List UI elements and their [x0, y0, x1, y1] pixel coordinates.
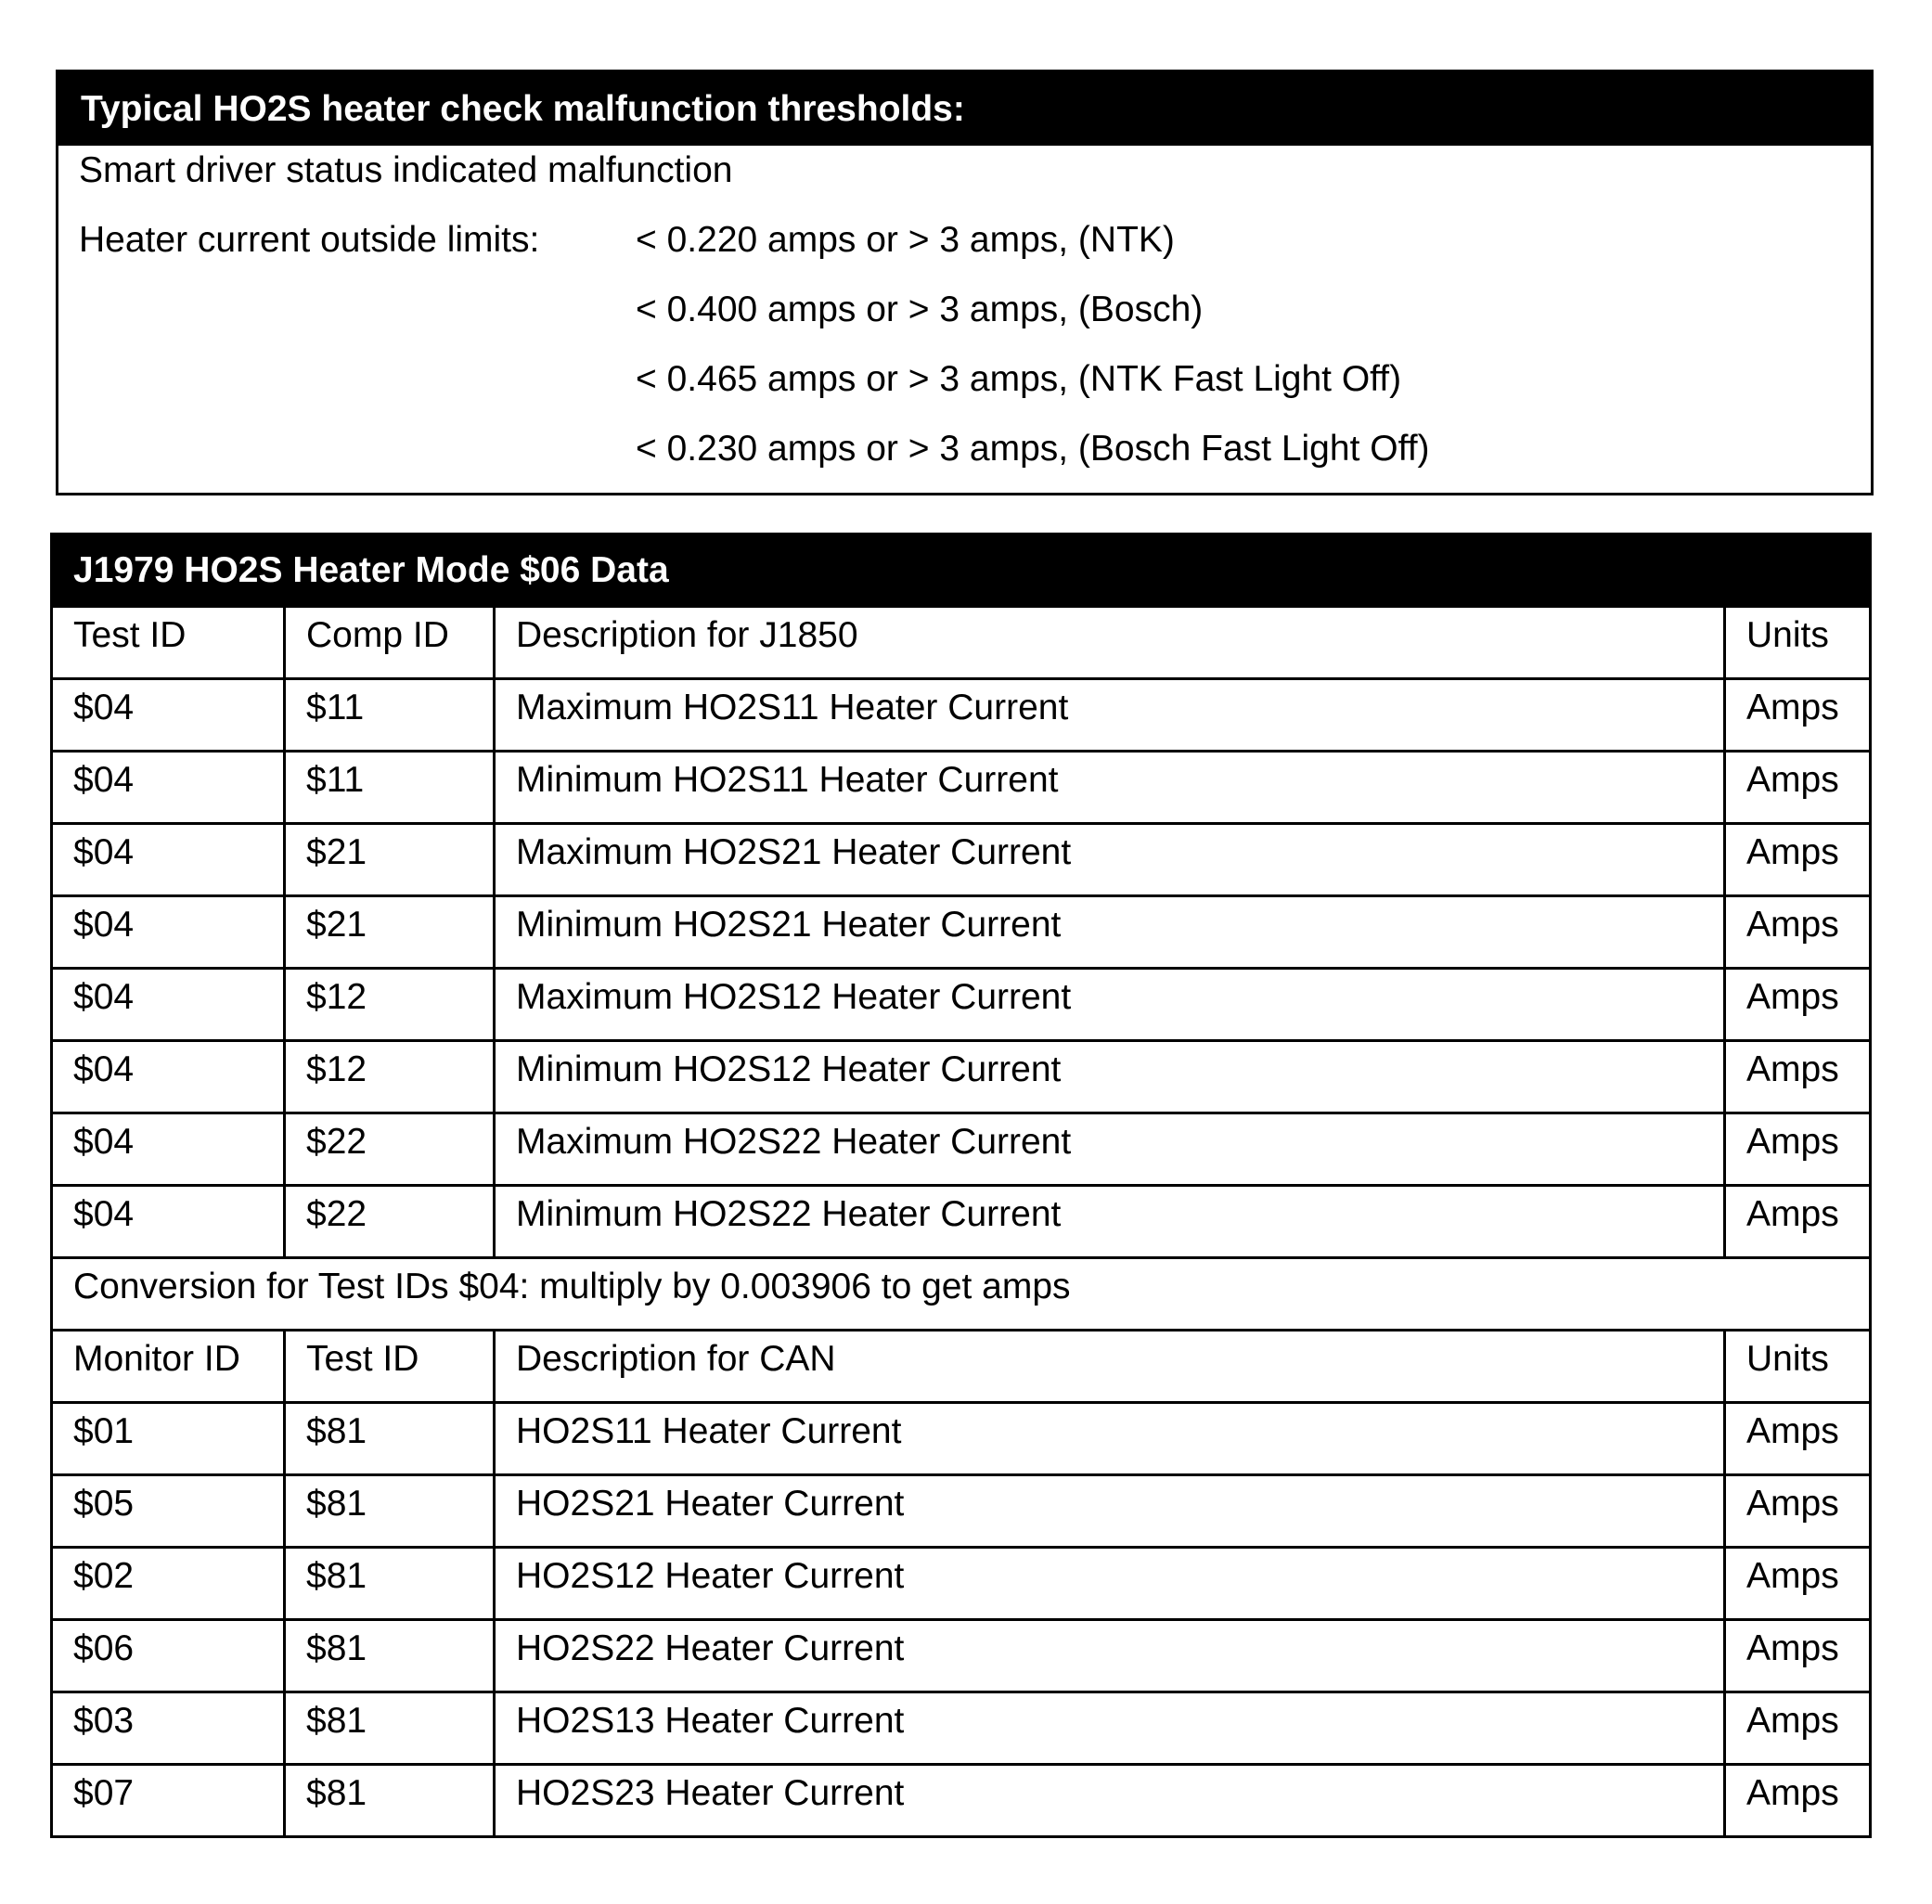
monitor-id-cell: $01: [52, 1403, 285, 1475]
conversion-note-row: [52, 1258, 1871, 1331]
test-id-cell: $04: [52, 969, 285, 1041]
table-row: [52, 1041, 1871, 1113]
description-cell: Maximum HO2S12 Heater Current: [495, 969, 1725, 1041]
description-cell: Minimum HO2S21 Heater Current: [495, 896, 1725, 969]
units-cell: Amps: [1725, 1765, 1871, 1837]
smart-driver-status-line: Smart driver status indicated malfunction: [79, 150, 733, 190]
comp-id-cell: $11: [285, 679, 495, 752]
comp-id-cell: $21: [285, 824, 495, 896]
table-row: [52, 1475, 1871, 1548]
comp-id-cell: $12: [285, 1041, 495, 1113]
thresholds-title: Typical HO2S heater check malfunction thresholds:: [58, 72, 1871, 146]
mode06-table: [50, 533, 1872, 1838]
header-units: Units: [1725, 1331, 1871, 1403]
thresholds-box: [56, 70, 1874, 495]
monitor-id-cell: $03: [52, 1692, 285, 1765]
description-cell: Maximum HO2S21 Heater Current: [495, 824, 1725, 896]
header-units: Units: [1725, 607, 1871, 679]
description-cell: HO2S12 Heater Current: [495, 1548, 1725, 1620]
test-id-cell: $81: [285, 1548, 495, 1620]
header-comp-id: Comp ID: [285, 607, 495, 679]
comp-id-cell: $12: [285, 969, 495, 1041]
test-id-cell: $04: [52, 896, 285, 969]
test-id-cell: $04: [52, 1041, 285, 1113]
limit-bosch: < 0.400 amps or > 3 amps, (Bosch): [636, 289, 1204, 329]
j1850-header-row: [52, 607, 1871, 679]
description-cell: Minimum HO2S22 Heater Current: [495, 1186, 1725, 1258]
description-cell: HO2S23 Heater Current: [495, 1765, 1725, 1837]
units-cell: Amps: [1725, 969, 1871, 1041]
monitor-id-cell: $07: [52, 1765, 285, 1837]
test-id-cell: $81: [285, 1692, 495, 1765]
header-description-can: Description for CAN: [495, 1331, 1725, 1403]
limit-bosch-fast-light-off: < 0.230 amps or > 3 amps, (Bosch Fast Light Off): [636, 429, 1430, 469]
units-cell: Amps: [1725, 679, 1871, 752]
table-row: [52, 752, 1871, 824]
table-row: [52, 1692, 1871, 1765]
table-row: [52, 1620, 1871, 1692]
comp-id-cell: $22: [285, 1113, 495, 1186]
description-cell: Minimum HO2S12 Heater Current: [495, 1041, 1725, 1113]
units-cell: Amps: [1725, 1548, 1871, 1620]
units-cell: Amps: [1725, 1692, 1871, 1765]
units-cell: Amps: [1725, 1186, 1871, 1258]
header-monitor-id: Monitor ID: [52, 1331, 285, 1403]
description-cell: HO2S21 Heater Current: [495, 1475, 1725, 1548]
units-cell: Amps: [1725, 1620, 1871, 1692]
units-cell: Amps: [1725, 1403, 1871, 1475]
table-row: [52, 969, 1871, 1041]
table-row: [52, 1548, 1871, 1620]
units-cell: Amps: [1725, 896, 1871, 969]
table-row: [52, 1403, 1871, 1475]
conversion-note: Conversion for Test IDs $04: multiply by 0.003906 to get amps: [52, 1258, 1871, 1331]
header-description-j1850: Description for J1850: [495, 607, 1725, 679]
units-cell: Amps: [1725, 752, 1871, 824]
description-cell: HO2S13 Heater Current: [495, 1692, 1725, 1765]
description-cell: Maximum HO2S11 Heater Current: [495, 679, 1725, 752]
units-cell: Amps: [1725, 824, 1871, 896]
comp-id-cell: $22: [285, 1186, 495, 1258]
comp-id-cell: $11: [285, 752, 495, 824]
monitor-id-cell: $06: [52, 1620, 285, 1692]
monitor-id-cell: $02: [52, 1548, 285, 1620]
units-cell: Amps: [1725, 1113, 1871, 1186]
header-test-id: Test ID: [52, 607, 285, 679]
mode06-title: J1979 HO2S Heater Mode $06 Data: [52, 534, 1871, 607]
description-cell: Maximum HO2S22 Heater Current: [495, 1113, 1725, 1186]
limit-ntk: < 0.220 amps or > 3 amps, (NTK): [636, 220, 1175, 260]
table-row: [52, 824, 1871, 896]
test-id-cell: $81: [285, 1403, 495, 1475]
description-cell: HO2S11 Heater Current: [495, 1403, 1725, 1475]
can-header-row: [52, 1331, 1871, 1403]
test-id-cell: $04: [52, 1113, 285, 1186]
test-id-cell: $04: [52, 679, 285, 752]
units-cell: Amps: [1725, 1041, 1871, 1113]
table-row: [52, 1765, 1871, 1837]
test-id-cell: $04: [52, 824, 285, 896]
limit-ntk-fast-light-off: < 0.465 amps or > 3 amps, (NTK Fast Light Off): [636, 359, 1402, 399]
description-cell: HO2S22 Heater Current: [495, 1620, 1725, 1692]
table-row: [52, 679, 1871, 752]
test-id-cell: $04: [52, 752, 285, 824]
table-row: [52, 896, 1871, 969]
test-id-cell: $81: [285, 1475, 495, 1548]
test-id-cell: $81: [285, 1765, 495, 1837]
mode06-title-row: [52, 534, 1871, 607]
description-cell: Minimum HO2S11 Heater Current: [495, 752, 1725, 824]
heater-current-label: Heater current outside limits:: [79, 220, 540, 260]
table-row: [52, 1186, 1871, 1258]
test-id-cell: $04: [52, 1186, 285, 1258]
comp-id-cell: $21: [285, 896, 495, 969]
test-id-cell: $81: [285, 1620, 495, 1692]
units-cell: Amps: [1725, 1475, 1871, 1548]
table-row: [52, 1113, 1871, 1186]
thresholds-body: [58, 146, 1871, 493]
header-test-id: Test ID: [285, 1331, 495, 1403]
monitor-id-cell: $05: [52, 1475, 285, 1548]
